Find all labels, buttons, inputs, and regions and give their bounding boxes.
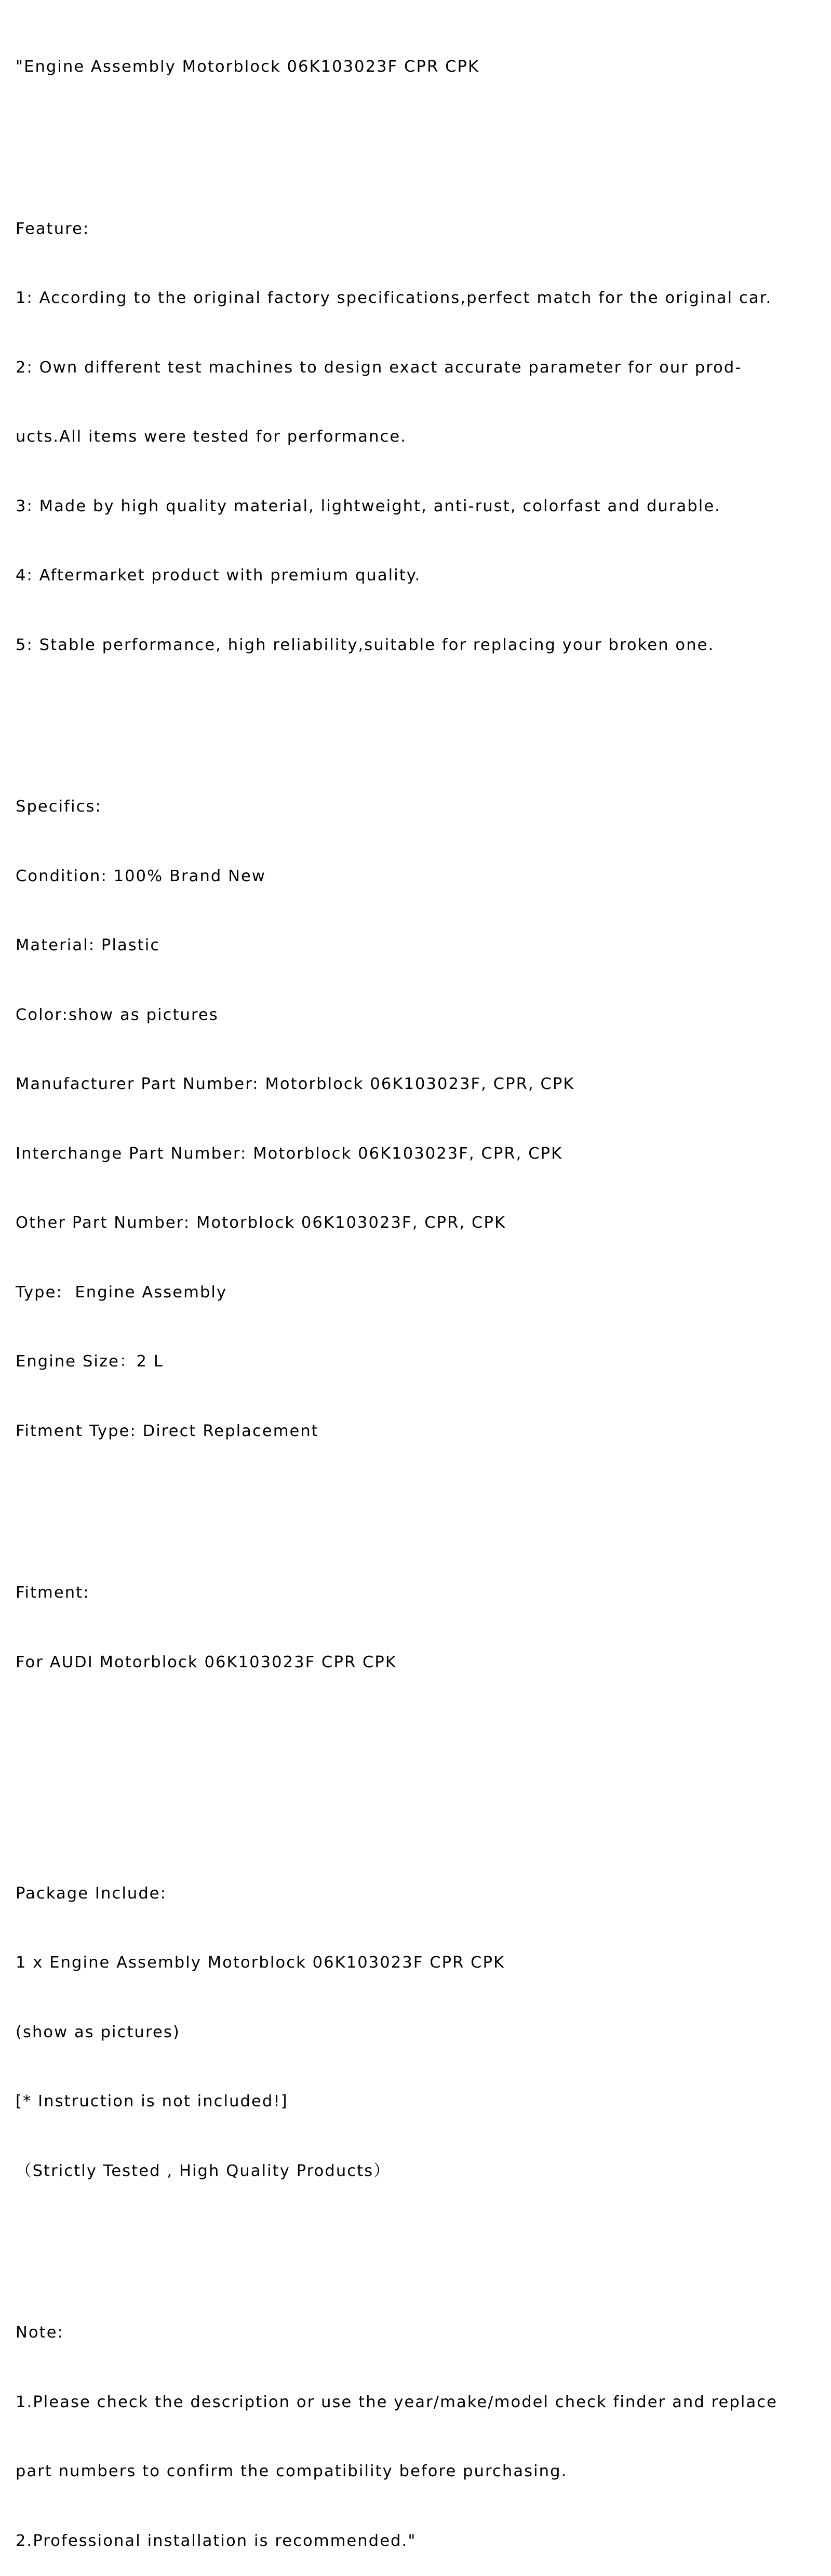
spacer [16,1790,826,1813]
spacer [16,2229,826,2252]
specifics-item: Type: Engine Assembly [16,1283,227,1302]
specifics-item: Engine Size：2 L [16,1352,164,1371]
package-item: 1 x Engine Assembly Motorblock 06K103023F CPR CPK [16,1954,505,1972]
specifics-item: Manufacturer Part Number: Motorblock 06K103023F, CPR, CPK [16,1075,575,1093]
spacer [16,1489,826,1512]
feature-item: 4: Aftermarket product with premium quality. [16,566,421,585]
spacer [16,703,826,726]
note-item: 2.Professional installation is recommended." [16,2531,417,2550]
note-item: 1.Please check the description or use the year/make/model check finder and replace [16,2393,778,2411]
specifics-item: Color:show as pictures [16,1005,219,1024]
note-item: part numbers to confirm the compatibility before purchasing. [16,2462,568,2480]
feature-item: ucts.All items were tested for performance. [16,428,407,446]
fitment-heading: Fitment: [16,1584,90,1602]
feature-item: 5: Stable performance, high reliability,suitable for replacing your broken one. [16,635,715,654]
spacer [16,125,826,149]
feature-heading: Feature: [16,219,90,238]
fitment-item: For AUDI Motorblock 06K103023F CPR CPK [16,1653,397,1671]
specifics-item: Fitment Type: Direct Replacement [16,1422,319,1440]
feature-item: 1: According to the original factory specifications,perfect match for the original car. [16,289,772,307]
package-item: (show as pictures) [16,2023,180,2041]
note-heading: Note: [16,2323,64,2342]
spacer [16,1720,826,1744]
feature-item: 3: Made by high quality material, lightweight, anti-rust, colorfast and durable. [16,497,721,515]
package-item: [* Instruction is not included!] [16,2092,288,2110]
specifics-item: Condition: 100% Brand New [16,867,266,885]
package-heading: Package Include: [16,1884,167,1903]
specifics-item: Material: Plastic [16,936,160,954]
package-item: （Strictly Tested , High Quality Products） [16,2161,391,2180]
product-description-document [16,9,826,2576]
specifics-item: Interchange Part Number: Motorblock 06K103023F, CPR, CPK [16,1144,563,1163]
document-title: "Engine Assembly Motorblock 06K103023F CPR CPK [16,58,480,76]
specifics-heading: Specifics: [16,798,102,816]
feature-item: 2: Own different test machines to design exact accurate parameter for our prod- [16,358,742,377]
specifics-item: Other Part Number: Motorblock 06K103023F, CPR, CPK [16,1214,506,1232]
